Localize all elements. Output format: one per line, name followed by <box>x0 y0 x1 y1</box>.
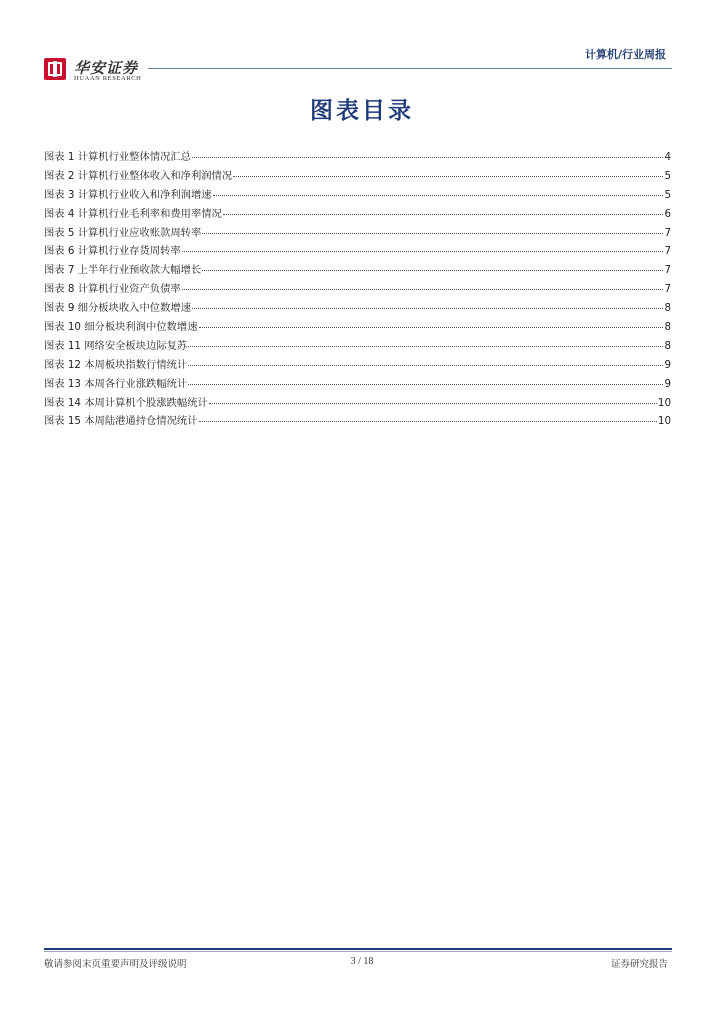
toc-entry-label: 图表 13 本周各行业涨跌幅统计 <box>44 377 188 390</box>
toc-leader-dots <box>213 195 664 196</box>
toc-entry-page: 8 <box>664 321 671 334</box>
toc-entry[interactable] <box>44 318 671 337</box>
toc-entry-label: 图表 12 本周板块指数行情统计 <box>44 358 188 371</box>
toc-entry-label: 图表 11 网络安全板块边际复苏 <box>44 339 188 352</box>
toc-entry-label: 图表 9 细分板块收入中位数增速 <box>44 302 191 315</box>
toc-entry-label: 图表 6 计算机行业存货周转率 <box>44 245 181 258</box>
toc-entry-label: 图表 7 上半年行业预收款大幅增长 <box>44 264 202 277</box>
company-logo <box>44 58 154 84</box>
toc-leader-dots <box>192 308 663 309</box>
toc-entry-page: 4 <box>664 151 671 163</box>
toc-entry-page: 5 <box>664 169 671 182</box>
toc-leader-dots <box>233 176 663 177</box>
toc-leader-dots <box>202 270 663 271</box>
toc-leader-dots <box>199 421 657 422</box>
toc-entry[interactable] <box>44 242 671 261</box>
toc-leader-dots <box>202 233 663 234</box>
toc-entry[interactable] <box>44 186 671 205</box>
toc-entry[interactable] <box>44 224 671 243</box>
page-title: 图表目录 <box>310 98 414 124</box>
toc-leader-dots <box>188 365 663 366</box>
toc-leader-dots <box>209 403 657 404</box>
toc-entry-page: 7 <box>664 283 671 296</box>
figure-table-of-contents <box>44 148 671 431</box>
toc-entry[interactable] <box>44 375 671 394</box>
toc-entry-page: 9 <box>664 358 671 371</box>
toc-leader-dots <box>192 157 663 158</box>
header-divider <box>148 68 672 69</box>
toc-entry-label: 图表 15 本周陆港通持仓情况统计 <box>44 415 198 428</box>
toc-leader-dots <box>223 214 664 215</box>
toc-entry-label: 图表 2 计算机行业整体收入和净利润情况 <box>44 169 233 182</box>
toc-entry-page: 8 <box>664 339 671 352</box>
toc-entry-page: 10 <box>657 396 671 409</box>
logo-english-name: HUAAN RESEARCH <box>74 75 142 82</box>
page-number: 3 / 18 <box>350 956 374 967</box>
footer-document-type: 证券研究报告 <box>610 959 668 970</box>
toc-entry[interactable] <box>44 299 671 318</box>
toc-leader-dots <box>188 384 663 385</box>
toc-entry[interactable] <box>44 205 671 224</box>
toc-entry-label: 图表 4 计算机行业毛利率和费用率情况 <box>44 207 222 220</box>
toc-entry[interactable] <box>44 167 671 186</box>
logo-seal-icon <box>44 58 66 80</box>
toc-leader-dots <box>188 346 663 347</box>
toc-entry-page: 6 <box>664 207 671 220</box>
toc-entry-page: 7 <box>664 245 671 258</box>
toc-entry-page: 8 <box>664 302 671 315</box>
toc-entry-label: 图表 8 计算机行业资产负债率 <box>44 283 181 296</box>
report-category-tag: 计算机/行业周报 <box>584 48 666 61</box>
toc-entry[interactable] <box>44 261 671 280</box>
toc-entry-page: 7 <box>664 226 671 239</box>
toc-entry[interactable] <box>44 280 671 299</box>
toc-entry[interactable] <box>44 337 671 356</box>
toc-entry[interactable] <box>44 148 671 167</box>
footer-divider-thin <box>44 951 672 952</box>
logo-chinese-name: 华安证券 <box>74 59 139 77</box>
toc-entry-label: 图表 3 计算机行业收入和净利润增速 <box>44 188 212 201</box>
toc-entry-page: 7 <box>664 264 671 277</box>
toc-leader-dots <box>182 251 664 252</box>
toc-entry-page: 5 <box>664 188 671 201</box>
footer-divider <box>44 948 672 950</box>
toc-entry-label: 图表 5 计算机行业应收账款周转率 <box>44 226 202 239</box>
toc-entry[interactable] <box>44 394 671 413</box>
toc-entry-label: 图表 10 细分板块利润中位数增速 <box>44 321 198 334</box>
toc-leader-dots <box>199 327 664 328</box>
toc-entry-page: 10 <box>657 415 671 428</box>
toc-entry[interactable] <box>44 412 671 431</box>
footer-disclaimer: 敬请参阅末页重要声明及评级说明 <box>44 959 187 970</box>
toc-entry-label: 图表 1 计算机行业整体情况汇总 <box>44 151 191 163</box>
toc-entry-label: 图表 14 本周计算机个股涨跌幅统计 <box>44 396 208 409</box>
toc-entry-page: 9 <box>664 377 671 390</box>
toc-entry[interactable] <box>44 356 671 375</box>
toc-leader-dots <box>182 289 664 290</box>
